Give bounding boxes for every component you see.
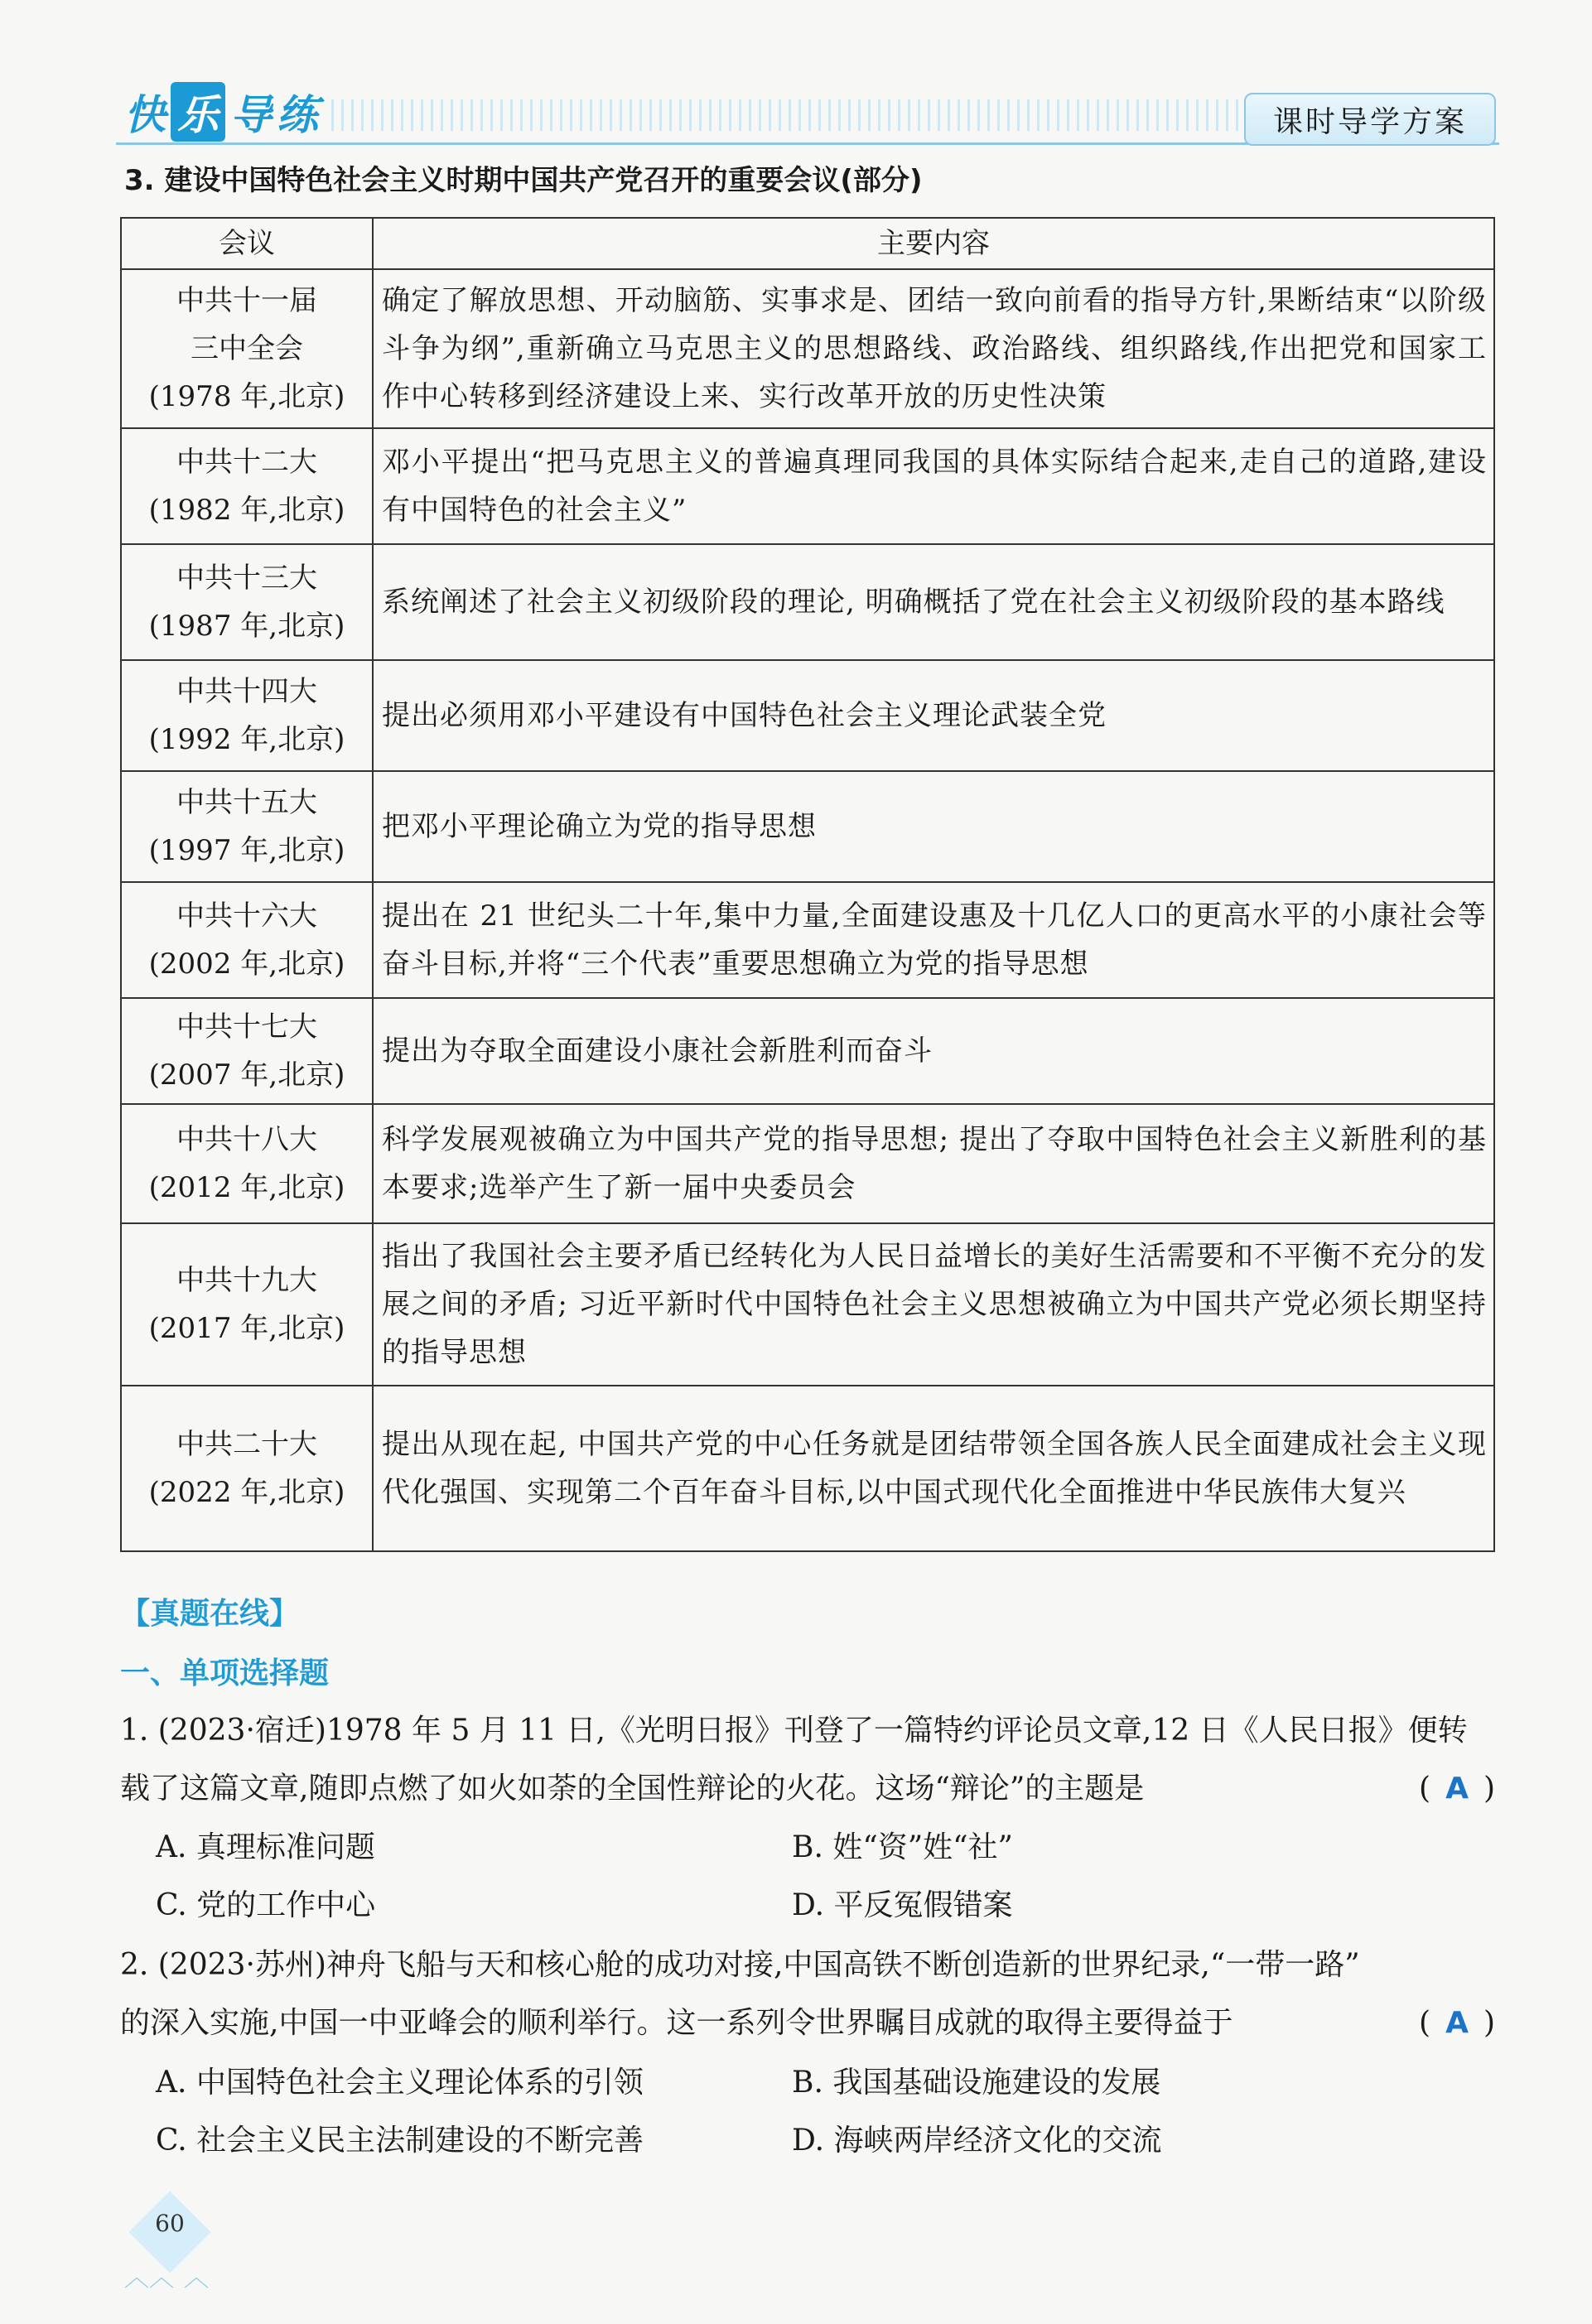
content-cell: 确定了解放思想、开动脑筋、实事求是、团结一致向前看的指导方针,果断结束“以阶级斗争为纲”,重新确立马克思主义的思想路线、政治路线、组织路线,作出把党和国家工作中心转移到经济建设上来、实行改革开放的历史性决策 [373, 269, 1494, 428]
question-2-line1: 2. (2023·苏州)神舟飞船与天和核心舱的成功对接,中国高铁不断创造新的世界纪录,“一带一路” [120, 1948, 1360, 1982]
answer-bracket: ( A ) [1419, 1772, 1495, 1806]
chevron-up-icon: ︿ [184, 2264, 209, 2293]
content-cell: 科学发展观被确立为中国共产党的指导思想; 提出了夺取中国特色社会主义新胜利的基本要求;选举产生了新一届中央委员会 [373, 1104, 1494, 1223]
option-d: D. 平反冤假错案 [792, 1888, 1013, 1922]
content-cell: 系统阐述了社会主义初级阶段的理论, 明确概括了党在社会主义初级阶段的基本路线 [373, 544, 1494, 660]
meetings-table [120, 217, 1495, 1552]
meeting-cell: 中共十一届 三中全会 (1978 年,北京) [121, 269, 373, 428]
content-cell: 指出了我国社会主要矛盾已经转化为人民日益增长的美好生活需要和不平衡不充分的发展之间的矛盾; 习近平新时代中国特色社会主义思想被确立为中国共产党必须长期坚持的指导思想 [373, 1223, 1494, 1386]
option-a: A. 中国特色社会主义理论体系的引领 [156, 2066, 644, 2100]
table-row [121, 660, 1494, 771]
table-row [121, 1223, 1494, 1386]
meeting-cell: 中共十三大 (1987 年,北京) [121, 544, 373, 660]
table-header-row [121, 218, 1494, 269]
table-row [121, 1104, 1494, 1223]
table-row [121, 428, 1494, 544]
option-b: B. 姓“资”姓“社” [792, 1830, 1013, 1864]
content-cell: 提出为夺取全面建设小康社会新胜利而奋斗 [373, 998, 1494, 1104]
page-number: 60 [155, 2210, 185, 2237]
question-1-line2: 载了这篇文章,随即点燃了如火如荼的全国性辩论的火花。这场“辩论”的主题是 ( A ) [120, 1760, 1495, 1818]
content-cell: 邓小平提出“把马克思主义的普遍真理同我国的具体实际结合起来,走自己的道路,建设有中国特色的社会主义” [373, 428, 1494, 544]
question-1-line1: 1. (2023·宿迁)1978 年 5 月 11 日,《光明日报》刊登了一篇特约评论员文章,12 日《人民日报》便转 [120, 1714, 1468, 1748]
option-c: C. 社会主义民主法制建设的不断完善 [156, 2124, 644, 2158]
answer-letter: A [1445, 1772, 1469, 1806]
option-a: A. 真理标准问题 [156, 1830, 375, 1864]
meeting-cell: 中共十九大 (2017 年,北京) [121, 1223, 373, 1386]
column-header-meeting: 会议 [121, 218, 373, 269]
practice-subheading: 一、单项选择题 [120, 1656, 330, 1690]
answer-letter: A [1445, 2006, 1469, 2040]
column-header-content: 主要内容 [373, 218, 1494, 269]
meeting-cell: 中共二十大 (2022 年,北京) [121, 1386, 373, 1551]
content-cell: 提出从现在起, 中国共产党的中心任务就是团结带领全国各族人民全面建成社会主义现代化强国、实现第二个百年奋斗目标,以中国式现代化全面推进中华民族伟大复兴 [373, 1386, 1494, 1551]
meeting-cell: 中共十二大 (1982 年,北京) [121, 428, 373, 544]
meeting-cell: 中共十七大 (2007 年,北京) [121, 998, 373, 1104]
table-row [121, 998, 1494, 1104]
question-2-line2: 的深入实施,中国一中亚峰会的顺利举行。这一系列令世界瞩目成就的取得主要得益于 ( A ) [120, 1994, 1495, 2052]
header-tag: 课时导学方案 [1244, 93, 1496, 146]
chevron-up-icon: ︿︿ [124, 2264, 174, 2293]
content-cell: 提出必须用邓小平建设有中国特色社会主义理论武装全党 [373, 660, 1494, 771]
content-cell: 提出在 21 世纪头二十年,集中力量,全面建设惠及十几亿人口的更高水平的小康社会等奋斗目标,并将“三个代表”重要思想确立为党的指导思想 [373, 882, 1494, 998]
meeting-cell: 中共十八大 (2012 年,北京) [121, 1104, 373, 1223]
header-decoration [331, 99, 1242, 131]
meeting-cell: 中共十五大 (1997 年,北京) [121, 771, 373, 882]
question-2 [120, 1936, 1495, 2052]
table-row [121, 269, 1494, 428]
table-row [121, 882, 1494, 998]
question-1 [120, 1702, 1495, 1818]
answer-bracket: ( A ) [1419, 2006, 1495, 2040]
practice-heading: 【真题在线】 [120, 1597, 300, 1631]
option-c: C. 党的工作中心 [156, 1888, 376, 1922]
table-row [121, 544, 1494, 660]
content-cell: 把邓小平理论确立为党的指导思想 [373, 771, 1494, 882]
option-b: B. 我国基础设施建设的发展 [792, 2066, 1161, 2100]
brand-logo: 快 乐 导 练 [124, 83, 318, 141]
section-title: 3. 建设中国特色社会主义时期中国共产党召开的重要会议(部分) [124, 164, 923, 197]
option-d: D. 海峡两岸经济文化的交流 [792, 2124, 1162, 2158]
meeting-cell: 中共十四大 (1992 年,北京) [121, 660, 373, 771]
table-row [121, 771, 1494, 882]
table-row [121, 1386, 1494, 1551]
meeting-cell: 中共十六大 (2002 年,北京) [121, 882, 373, 998]
